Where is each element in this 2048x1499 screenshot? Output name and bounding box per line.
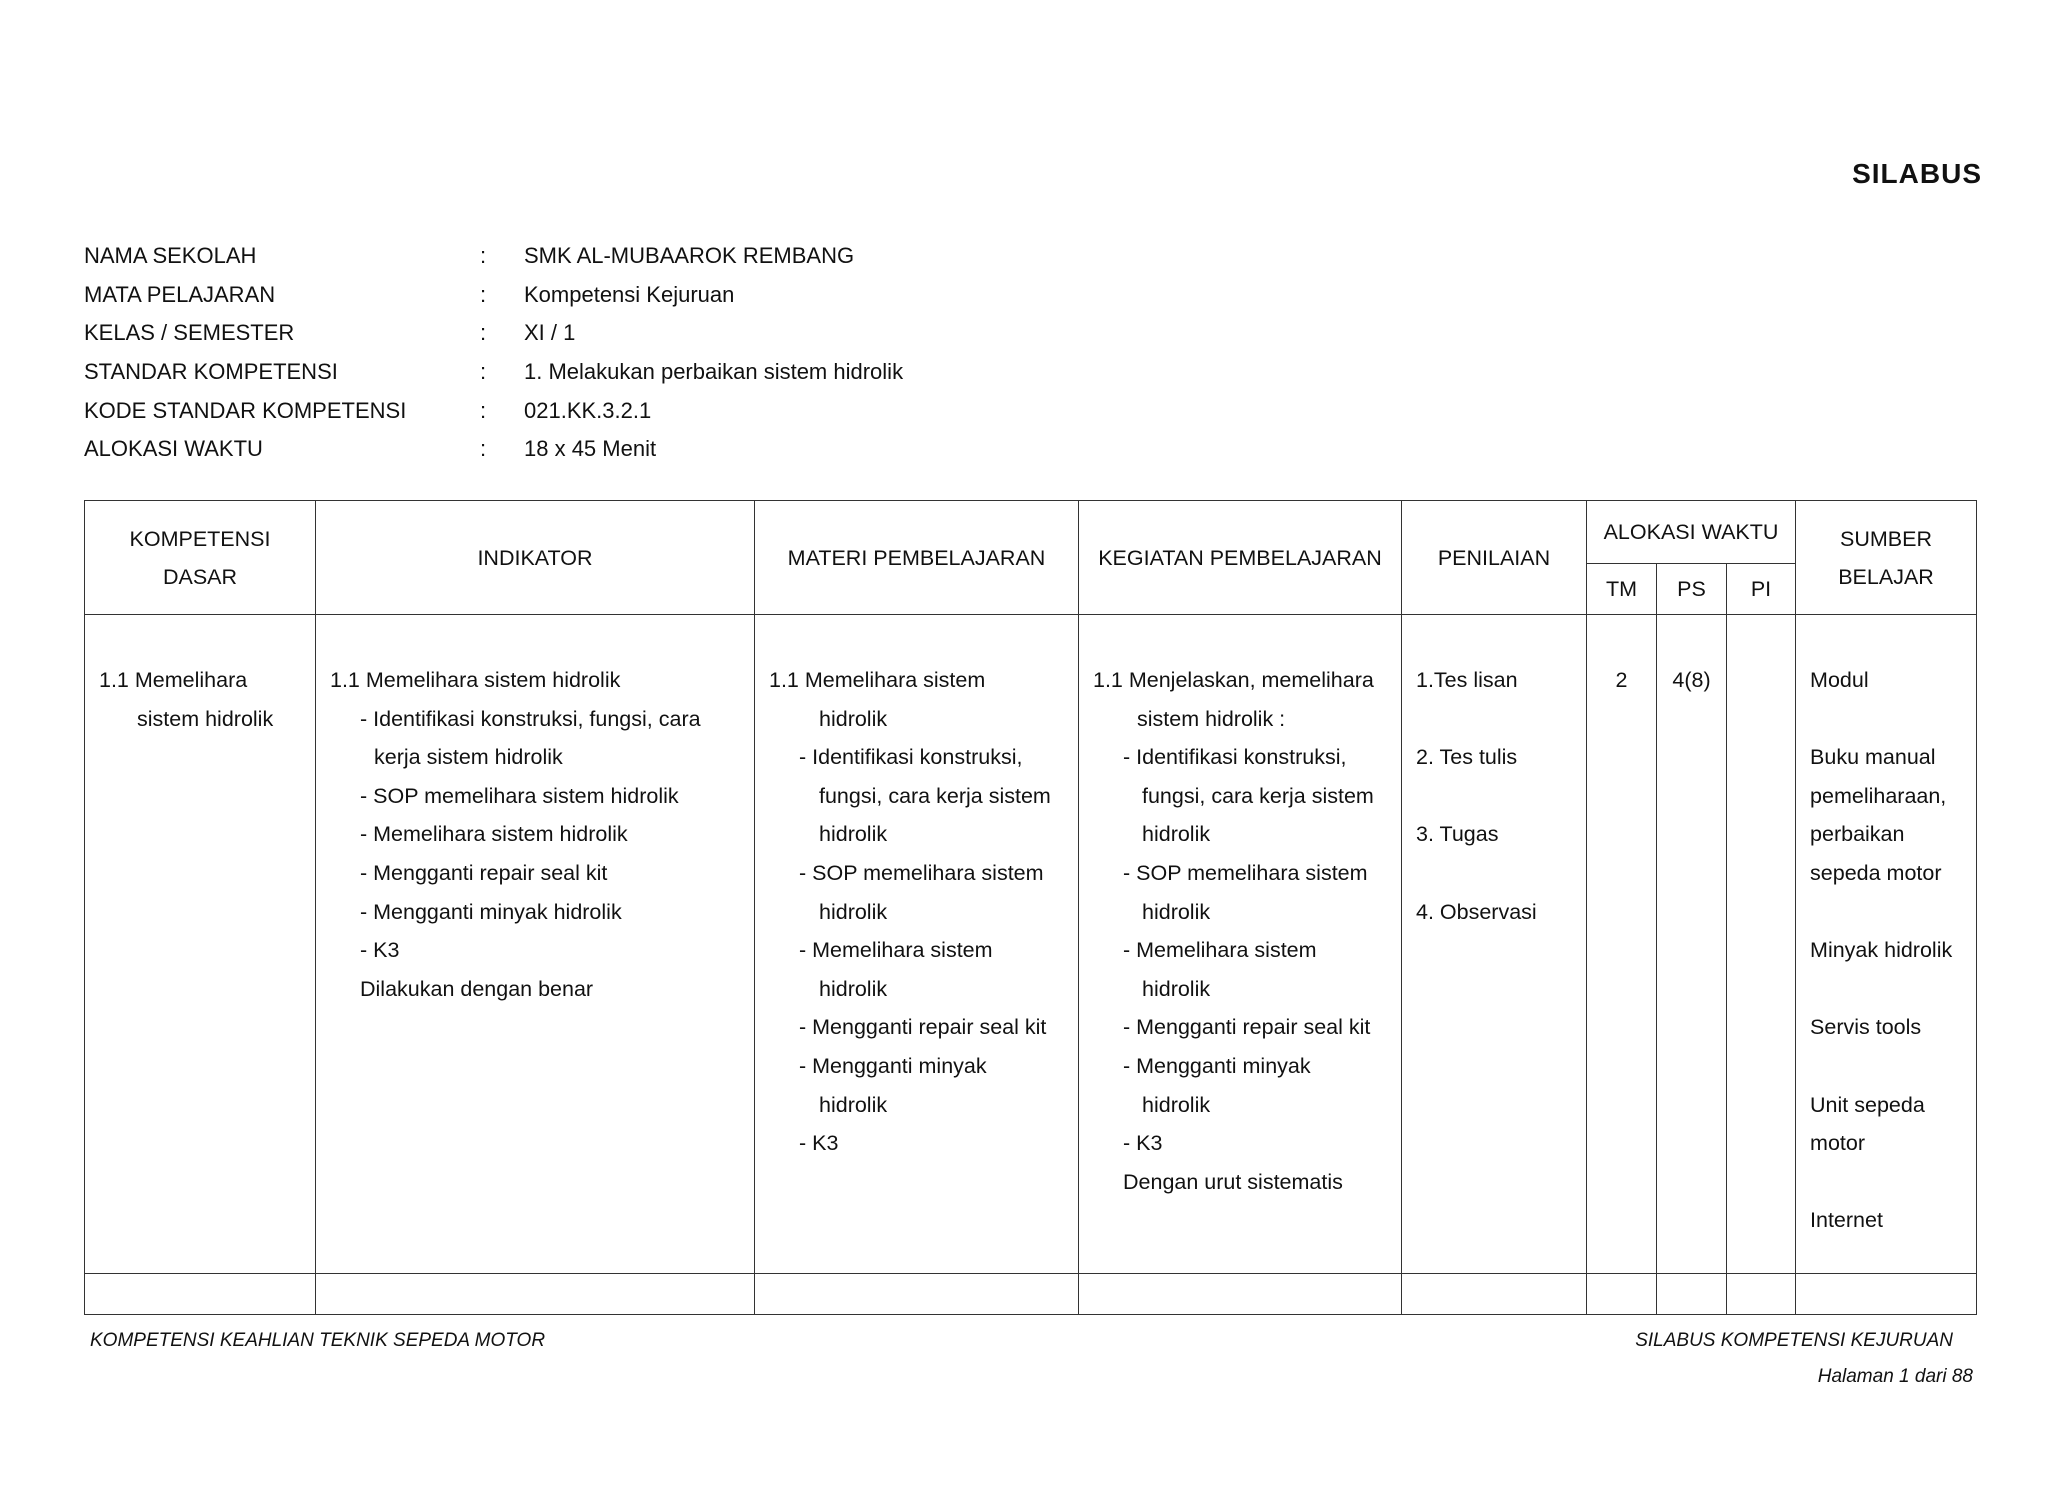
header-row	[85, 501, 1977, 564]
cell-line: - SOP memelihara sistem	[799, 860, 1044, 885]
cell-line: 1.1 Memelihara	[99, 668, 248, 692]
empty-cell	[1587, 1274, 1657, 1315]
cell-line: 1.1 Memelihara sistem hidrolik	[330, 668, 621, 692]
cell-line: - Identifikasi konstruksi, fungsi, cara	[360, 706, 701, 731]
header-penilaian: PENILAIAN	[1402, 501, 1587, 615]
cell-line: 4. Observasi	[1416, 899, 1537, 924]
spacer	[1416, 700, 1572, 739]
header-text: BELAJAR	[1838, 564, 1934, 589]
cell-line: hidrolik	[819, 1092, 888, 1117]
info-colon: :	[480, 243, 487, 269]
info-row-mata-pelajaran	[84, 276, 903, 315]
cell-tm: 2	[1587, 615, 1657, 1274]
header-ps: PS	[1657, 564, 1727, 615]
empty-cell	[1727, 1274, 1796, 1315]
empty-cell	[85, 1274, 316, 1315]
cell-line: - Memelihara sistem	[1123, 938, 1317, 963]
cell-line: - Mengganti repair seal kit	[1123, 1015, 1371, 1040]
cell-line: Servis tools	[1810, 1015, 1922, 1040]
info-value: 021.KK.3.2.1	[524, 397, 652, 423]
info-row-nama-sekolah	[84, 237, 903, 276]
spacer	[1416, 854, 1572, 893]
cell-line: hidrolik	[819, 822, 888, 847]
cell-line: sistem hidrolik	[137, 706, 274, 731]
cell-line: - Mengganti repair seal kit	[360, 860, 608, 885]
empty-cell	[755, 1274, 1079, 1315]
cell-line: - SOP memelihara sistem hidrolik	[360, 783, 679, 808]
cell-line: - Identifikasi konstruksi,	[1123, 745, 1347, 770]
cell-indikator	[316, 615, 755, 1274]
cell-line: sepeda motor	[1810, 860, 1942, 885]
info-label: KELAS / SEMESTER	[84, 320, 295, 346]
cell-line: perbaikan	[1810, 822, 1905, 847]
info-row-alokasi-waktu	[84, 430, 903, 469]
cell-line: Dilakukan dengan benar	[360, 976, 594, 1001]
info-block	[84, 237, 903, 469]
cell-line: 1.Tes lisan	[1416, 668, 1518, 692]
empty-row	[85, 1274, 1977, 1315]
cell-line: hidrolik	[819, 976, 888, 1001]
cell-line: Minyak hidrolik	[1810, 938, 1953, 963]
footer-right: SILABUS KOMPETENSI KEJURUAN	[1635, 1330, 1953, 1351]
info-value: SMK AL-MUBAAROK REMBANG	[524, 243, 855, 269]
empty-cell	[1079, 1274, 1402, 1315]
header-tm: TM	[1587, 564, 1657, 615]
info-colon: :	[480, 320, 487, 346]
cell-line: fungsi, cara kerja sistem	[819, 783, 1051, 808]
cell-kegiatan	[1079, 615, 1402, 1274]
cell-line: - SOP memelihara sistem	[1123, 860, 1368, 885]
cell-penilaian	[1402, 615, 1587, 1274]
cell-kompetensi-dasar	[85, 615, 316, 1274]
cell-line: 3. Tugas	[1416, 822, 1499, 847]
cell-line: Internet	[1810, 1208, 1883, 1233]
info-value: 18 x 45 Menit	[524, 436, 657, 462]
cell-line: - K3	[1123, 1131, 1163, 1156]
info-colon: :	[480, 281, 487, 307]
info-colon: :	[480, 359, 487, 385]
cell-line: pemeliharaan,	[1810, 783, 1947, 808]
header-text: DASAR	[162, 564, 238, 589]
cell-line: - Memelihara sistem hidrolik	[360, 822, 628, 847]
cell-line: hidrolik	[1142, 976, 1211, 1001]
header-pi: PI	[1727, 564, 1796, 615]
info-colon: :	[480, 436, 487, 462]
cell-pi	[1727, 615, 1796, 1274]
document-title: SILABUS	[1852, 158, 1982, 189]
spacer	[1810, 700, 1962, 739]
cell-line: - Mengganti repair seal kit	[799, 1015, 1047, 1040]
info-value: 1. Melakukan perbaikan sistem hidrolik	[524, 359, 904, 385]
header-materi: MATERI PEMBELAJARAN	[755, 501, 1079, 615]
info-label: MATA PELAJARAN	[84, 281, 276, 307]
info-label: STANDAR KOMPETENSI	[84, 359, 338, 385]
cell-line: hidrolik	[1142, 1092, 1211, 1117]
info-colon: :	[480, 397, 487, 423]
footer-left: KOMPETENSI KEAHLIAN TEKNIK SEPEDA MOTOR	[90, 1330, 546, 1351]
cell-line: - K3	[360, 938, 400, 963]
info-row-kode-standar	[84, 391, 903, 430]
cell-line: - Mengganti minyak	[799, 1053, 987, 1078]
cell-line: hidrolik	[819, 706, 888, 731]
spacer	[1416, 777, 1572, 816]
cell-line: Unit sepeda	[1810, 1092, 1925, 1117]
empty-cell	[1402, 1274, 1587, 1315]
info-label: ALOKASI WAKTU	[84, 436, 263, 462]
cell-line: 1.1 Memelihara sistem	[769, 668, 986, 692]
info-label: KODE STANDAR KOMPETENSI	[84, 397, 407, 423]
cell-materi	[755, 615, 1079, 1274]
info-row-standar-kompetensi	[84, 353, 903, 392]
cell-sumber-belajar	[1796, 615, 1977, 1274]
info-row-kelas-semester	[84, 314, 903, 353]
cell-line: Buku manual	[1810, 745, 1936, 770]
spacer	[1810, 1163, 1962, 1202]
cell-line: - Mengganti minyak hidrolik	[360, 899, 622, 924]
header-text: SUMBER	[1840, 526, 1933, 551]
empty-cell	[1796, 1274, 1977, 1315]
cell-line: - Mengganti minyak	[1123, 1053, 1311, 1078]
cell-ps: 4(8)	[1657, 615, 1727, 1274]
cell-line: 2. Tes tulis	[1416, 745, 1518, 770]
cell-line: - Memelihara sistem	[799, 938, 993, 963]
header-kegiatan: KEGIATAN PEMBELAJARAN	[1079, 501, 1402, 615]
cell-line: hidrolik	[1142, 822, 1211, 847]
cell-line: - Identifikasi konstruksi,	[799, 745, 1023, 770]
cell-line: hidrolik	[819, 899, 888, 924]
page-number: Halaman 1 dari 88	[1817, 1366, 1973, 1387]
info-value: Kompetensi Kejuruan	[524, 281, 735, 307]
cell-line: motor	[1810, 1131, 1865, 1156]
header-kompetensi-dasar	[85, 501, 316, 615]
header-sumber-belajar	[1796, 501, 1977, 615]
info-value: XI / 1	[524, 320, 576, 346]
cell-line: kerja sistem hidrolik	[374, 745, 563, 770]
cell-line: Modul	[1810, 668, 1869, 692]
cell-line: - K3	[799, 1131, 839, 1156]
header-alokasi-waktu: ALOKASI WAKTU	[1587, 501, 1796, 564]
cell-line: fungsi, cara kerja sistem	[1142, 783, 1374, 808]
spacer	[1810, 893, 1962, 932]
cell-line: hidrolik	[1142, 899, 1211, 924]
header-text: KOMPETENSI	[129, 526, 271, 551]
info-label: NAMA SEKOLAH	[84, 243, 257, 269]
spacer	[1810, 970, 1962, 1009]
empty-cell	[316, 1274, 755, 1315]
header-indikator: INDIKATOR	[316, 501, 755, 615]
empty-cell	[1657, 1274, 1727, 1315]
cell-line: 1.1 Menjelaskan, memelihara	[1093, 668, 1374, 692]
syllabus-table	[84, 500, 1977, 1315]
cell-line: sistem hidrolik :	[1137, 706, 1286, 731]
table-row	[85, 615, 1977, 1274]
cell-line: Dengan urut sistematis	[1123, 1169, 1343, 1194]
spacer	[1810, 1047, 1962, 1086]
